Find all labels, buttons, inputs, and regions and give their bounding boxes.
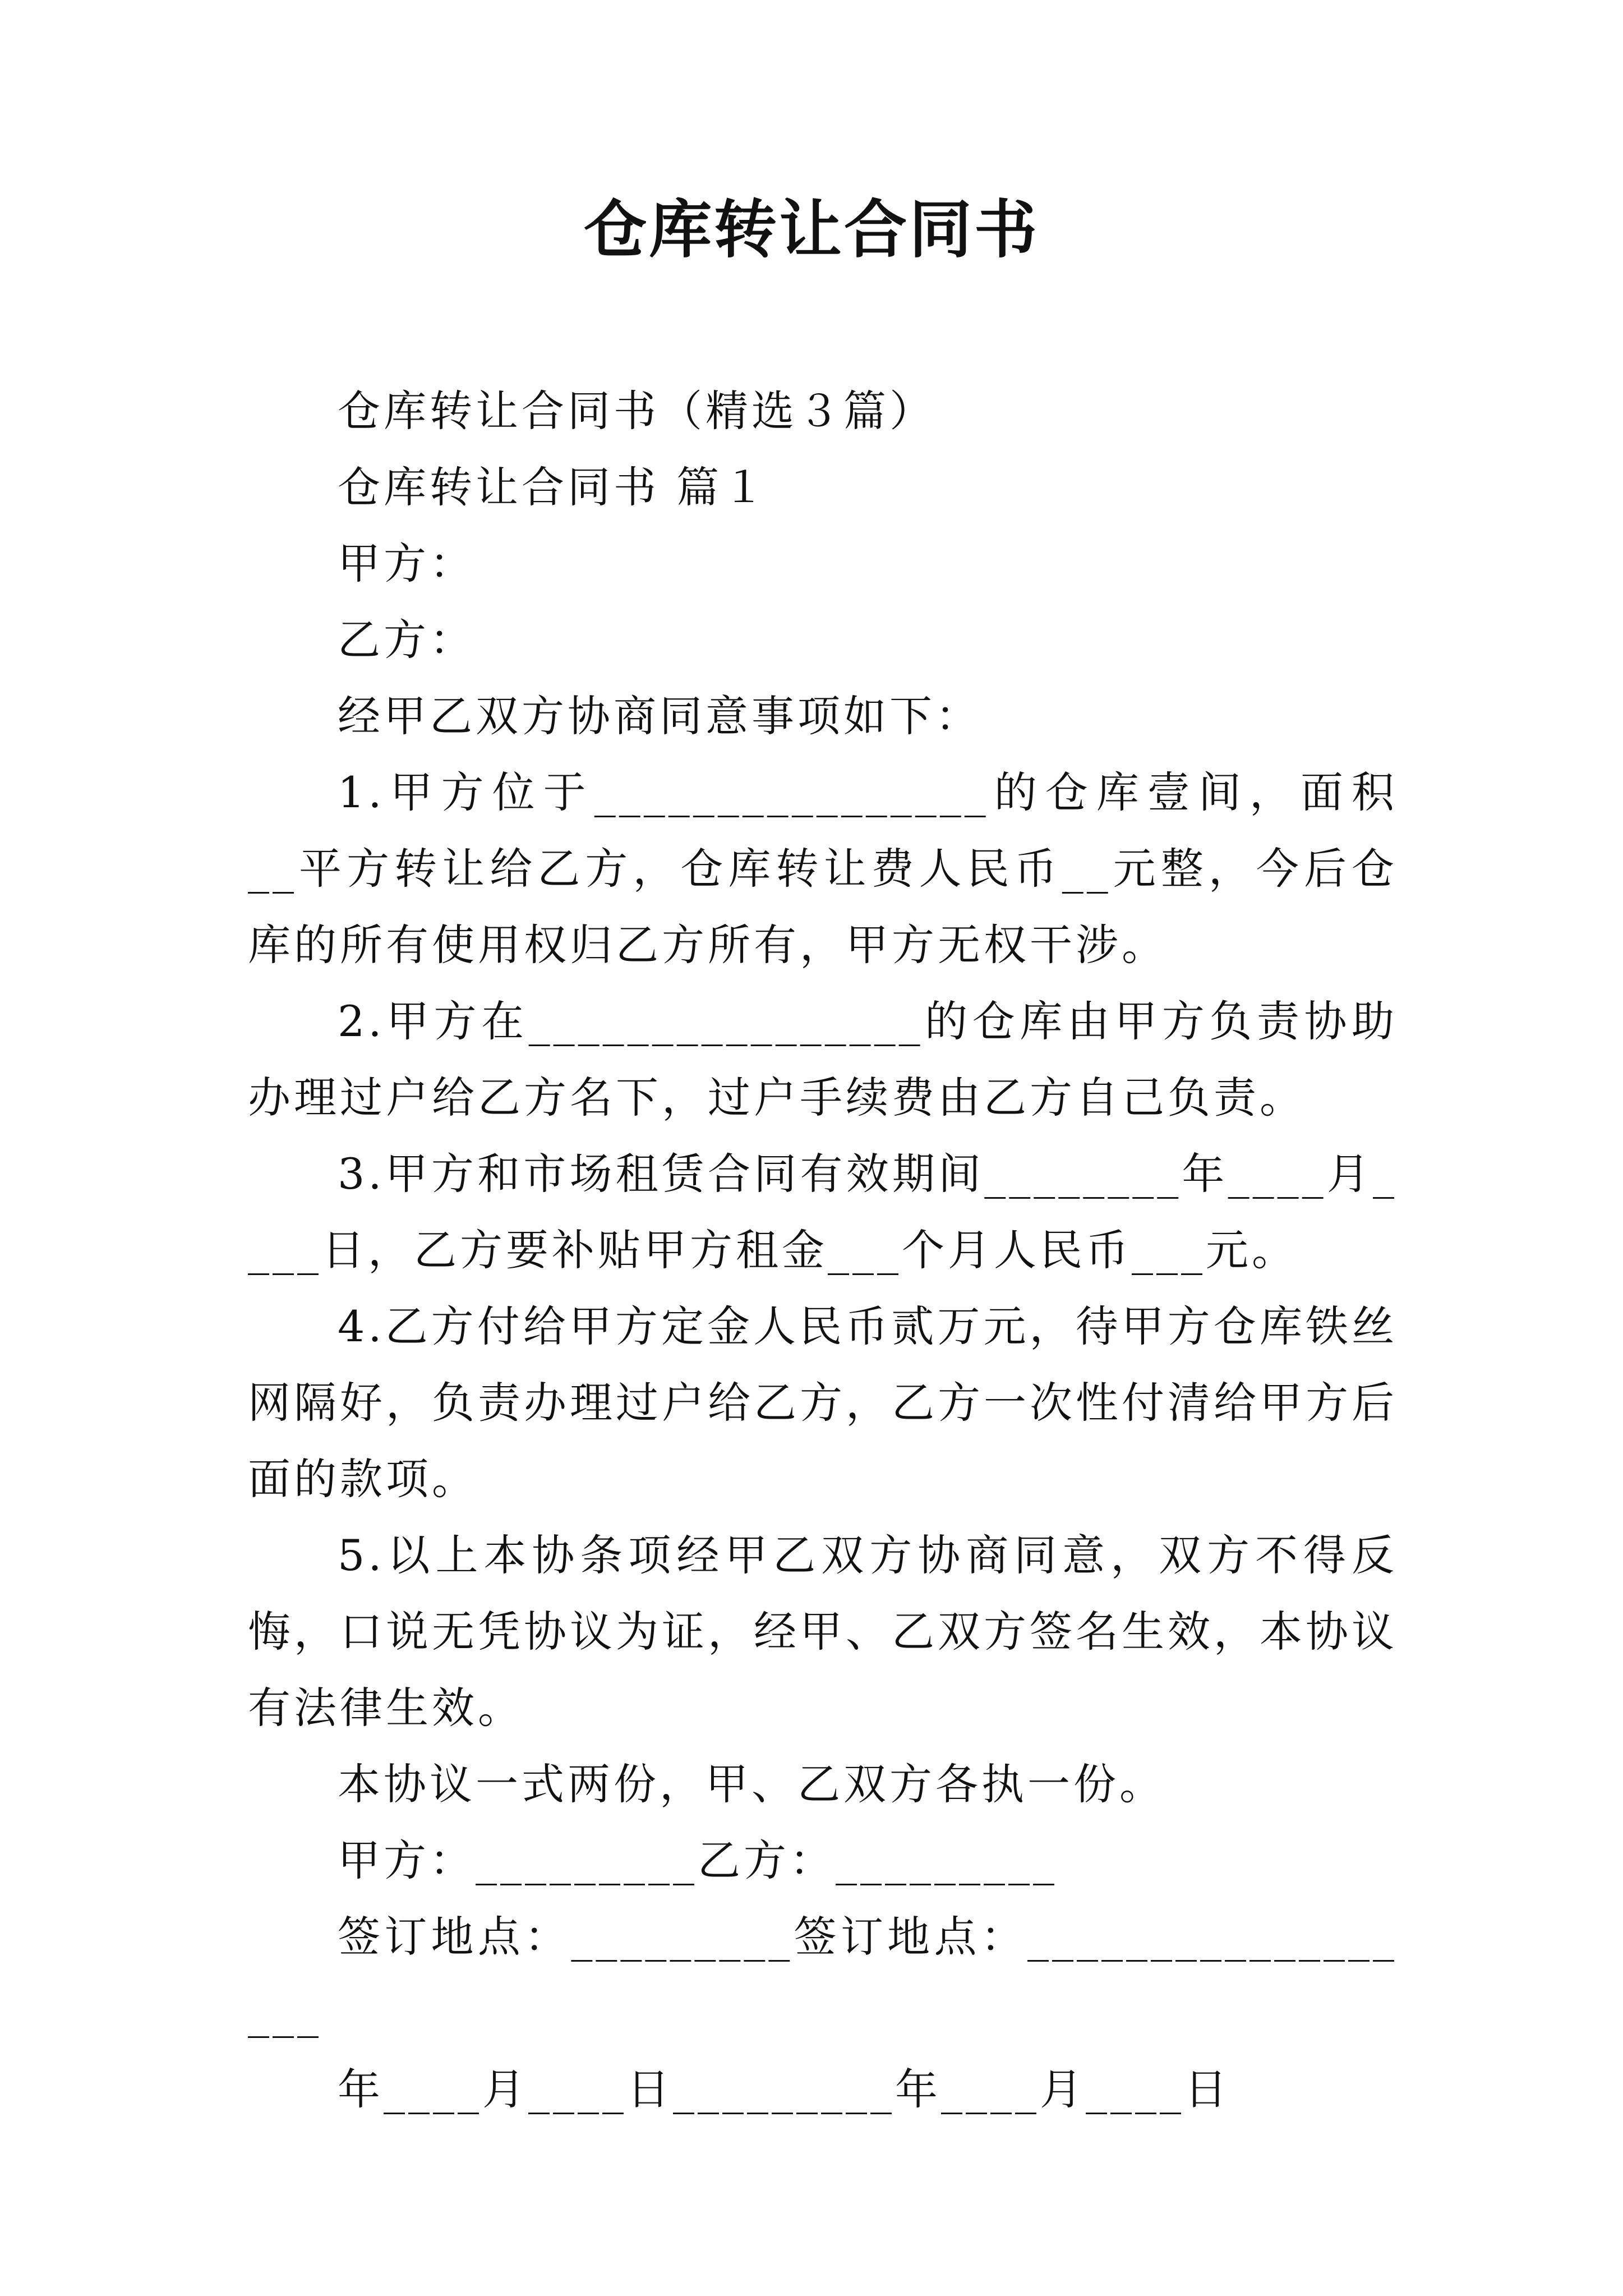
signature-line: 甲方：_________乙方：_________ [338,1835,1058,1885]
party-a-line: 甲方： [338,539,476,588]
intro-paragraph: 经甲乙双方协商同意事项如下： [338,691,981,741]
clause-5: 5.以上本协条项经甲乙双方协商同意，双方不得反悔，口说无凭协议为证，经甲、乙双方签名生效，本协议有法律生效。 [248,1530,1398,1733]
signing-place-line: 签订地点：_________签订地点：__________________ [248,1912,1398,2038]
document-body [248,373,1444,2128]
section-heading: 仓库转让合同书 篇１ [338,462,769,512]
subtitle: 仓库转让合同书（精选３篇） [338,386,935,436]
clause-2: 2.甲方在________________的仓库由甲方负责协助办理过户给乙方名下，过户手续费由乙方自己负责。 [248,996,1398,1122]
document-title: 仓库转让合同书 [584,193,1039,266]
party-b-line: 乙方： [338,615,476,665]
copies-paragraph: 本协议一式两份，甲、乙双方各执一份。 [338,1759,1165,1809]
clause-1: 1.甲方位于________________的仓库壹间，面积 __平方转让给乙方，仓库转让费人民币__元整，今后仓库的所有使用权归乙方所有，甲方无权干涉。 [248,767,1444,970]
clause-4: 4.乙方付给甲方定金人民币贰万元，待甲方仓库铁丝网隔好，负责办理过户给乙方，乙方一次性付清给甲方后面的款项。 [248,1301,1398,1504]
clause-3: 3.甲方和市场租赁合同有效期间________年____月____日，乙方要补贴甲方租金___个月人民币___元。 [248,1149,1398,1275]
date-line: 年____月____日_________年____月____日 [338,2064,1230,2114]
